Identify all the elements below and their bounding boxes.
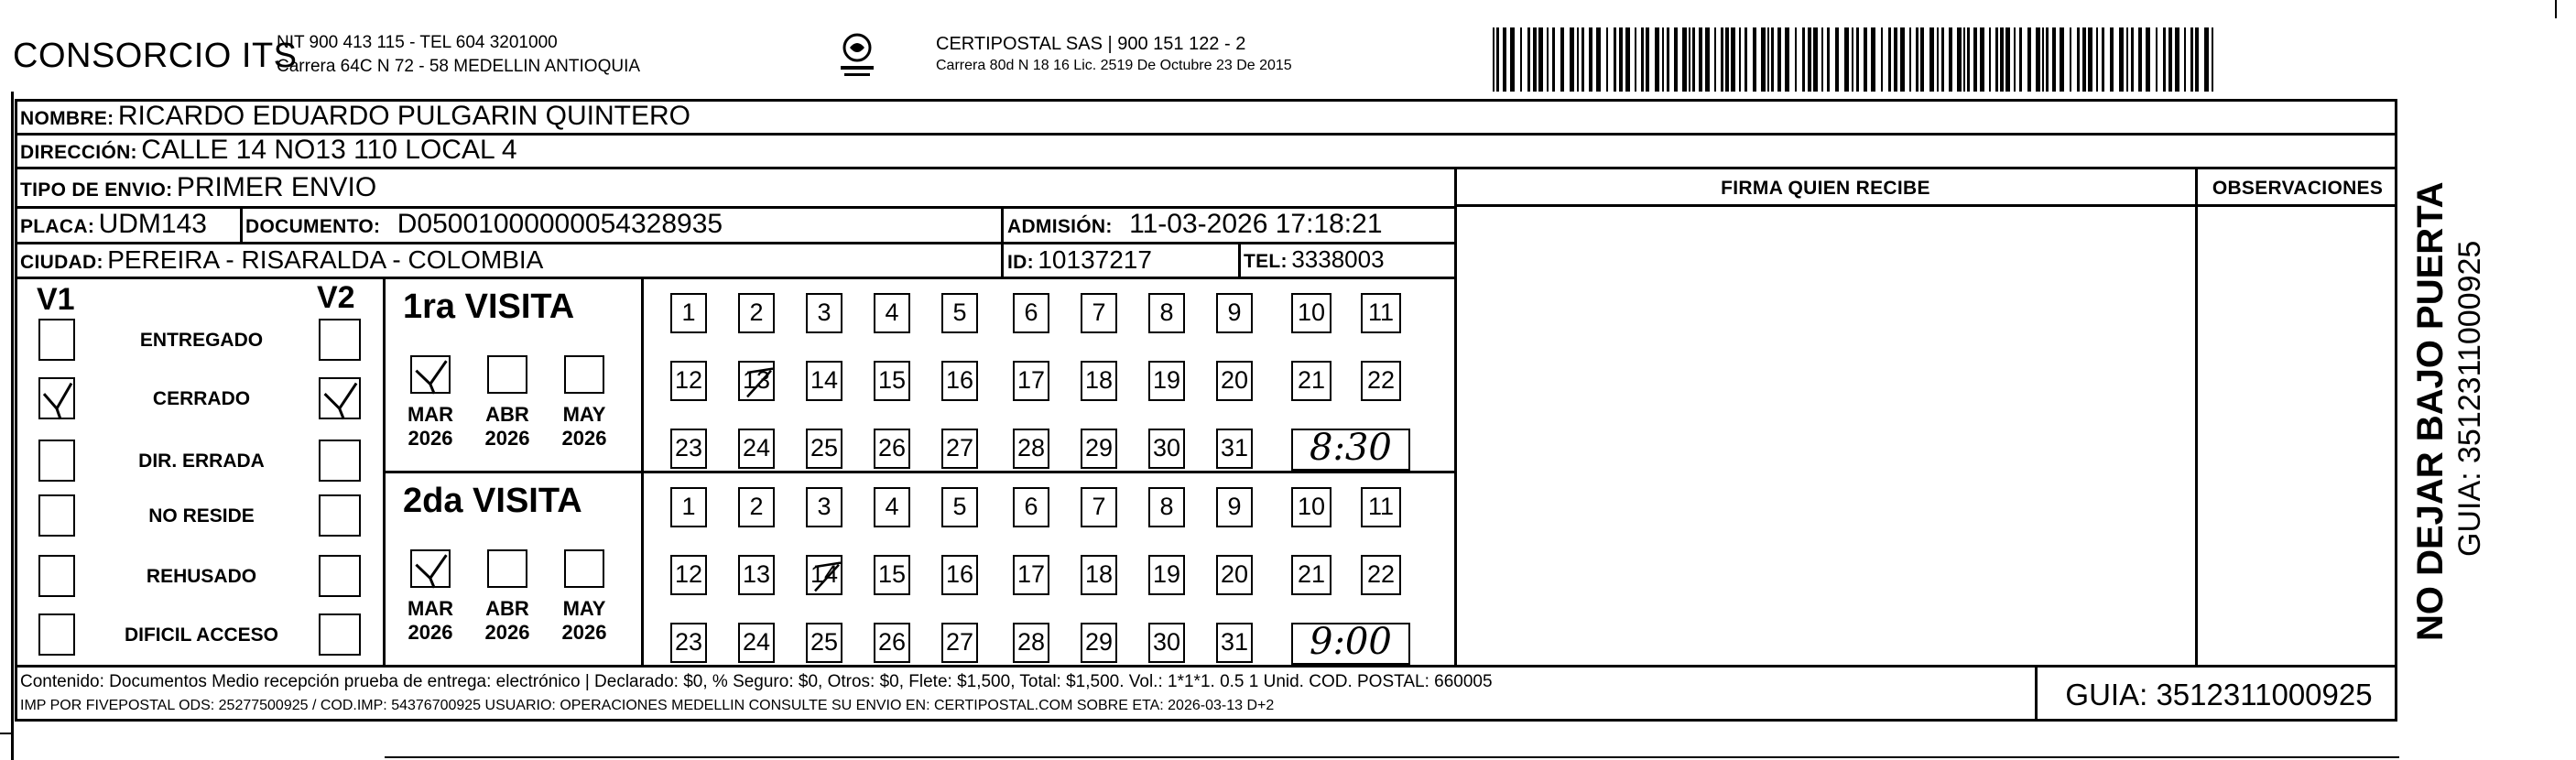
ciudad-field (20, 245, 543, 275)
day-number: 1 (681, 299, 696, 326)
courier-name: CERTIPOSTAL SAS | 900 151 122 - 2 (936, 34, 1246, 54)
day-box[interactable] (738, 361, 775, 401)
direccion-row (20, 135, 517, 166)
day-box[interactable] (941, 429, 978, 469)
documento-value: D05001000000054328935 (397, 209, 723, 239)
day-box[interactable] (1081, 555, 1117, 595)
day-box[interactable] (670, 361, 707, 401)
day-box[interactable] (941, 293, 978, 333)
status-label: DIR. ERRADA (138, 451, 265, 472)
day-box[interactable] (670, 623, 707, 663)
day-number: 9 (1227, 493, 1242, 520)
v1-checkbox[interactable] (38, 494, 75, 537)
day-number: 11 (1367, 299, 1395, 326)
day-number: 15 (877, 560, 907, 588)
month-label (401, 403, 460, 451)
admision-label: ADMISIÓN: (1007, 216, 1113, 237)
day-box[interactable] (1081, 487, 1117, 527)
month-label (555, 403, 614, 451)
month-name: MAR (407, 597, 454, 620)
day-box[interactable] (874, 555, 910, 595)
day-box[interactable] (1216, 429, 1253, 469)
day-box[interactable] (1013, 361, 1049, 401)
day-box[interactable] (1291, 361, 1331, 401)
day-number: 8 (1159, 299, 1174, 326)
status-label: DIFICIL ACCESO (124, 624, 278, 646)
day-number: 4 (885, 299, 899, 326)
tel-field (1244, 245, 1385, 274)
v1-checkbox[interactable] (38, 555, 75, 597)
month-label (478, 403, 537, 451)
day-number: 27 (945, 628, 974, 656)
v1-checkbox[interactable] (38, 440, 75, 482)
day-number: 28 (1016, 628, 1046, 656)
day-number: 10 (1297, 493, 1326, 520)
day-box[interactable] (806, 361, 842, 401)
side-warning: NO DEJAR BAJO PUERTA (2410, 181, 2451, 641)
day-box[interactable] (670, 293, 707, 333)
month-year: 2026 (484, 621, 530, 644)
day-number: 16 (945, 560, 974, 588)
day-number: 26 (877, 628, 907, 656)
day-number: 4 (885, 493, 899, 520)
id-value: 10137217 (1038, 245, 1152, 274)
v2-checkbox[interactable] (319, 377, 361, 419)
day-number: 22 (1366, 366, 1396, 394)
visit-time-box[interactable] (1291, 429, 1410, 471)
day-box[interactable] (1361, 293, 1401, 333)
day-box[interactable] (1216, 487, 1253, 527)
day-number: 20 (1220, 366, 1249, 394)
day-number: 2 (749, 299, 764, 326)
nombre-label: NOMBRE: (20, 108, 114, 129)
day-number: 19 (1152, 560, 1181, 588)
month-checkbox[interactable] (410, 549, 451, 588)
status-label: NO RESIDE (148, 505, 255, 527)
month-year: 2026 (561, 621, 607, 644)
day-number: 17 (1016, 366, 1046, 394)
direccion-value: CALLE 14 NO13 110 LOCAL 4 (141, 135, 517, 165)
month-checkbox[interactable] (487, 549, 527, 588)
day-box[interactable] (1148, 293, 1185, 333)
v2-checkbox[interactable] (319, 613, 361, 656)
day-box[interactable] (1148, 487, 1185, 527)
ciudad-value: PEREIRA - RISARALDA - COLOMBIA (107, 245, 544, 274)
visit-time-box[interactable] (1291, 623, 1410, 665)
day-number: 29 (1084, 434, 1114, 461)
observations-area[interactable] (2199, 207, 2396, 663)
day-box[interactable] (1013, 487, 1049, 527)
firma-header: FIRMA QUIEN RECIBE (1721, 178, 1930, 199)
day-box[interactable] (738, 623, 775, 663)
day-number: 7 (1092, 299, 1106, 326)
day-box[interactable] (1013, 555, 1049, 595)
day-box[interactable] (874, 623, 910, 663)
id-label: ID: (1007, 252, 1034, 273)
day-number: 3 (817, 299, 831, 326)
tipo-row (20, 172, 376, 203)
placa-label: PLACA: (20, 216, 95, 237)
day-number: 19 (1152, 366, 1181, 394)
company-details (277, 31, 640, 79)
day-box[interactable] (874, 429, 910, 469)
day-box[interactable] (1013, 623, 1049, 663)
courier-logo-icon (831, 31, 883, 86)
admision-value: 11-03-2026 17:18:21 (1129, 209, 1383, 239)
month-checkbox[interactable] (564, 355, 604, 394)
day-number: 16 (945, 366, 974, 394)
nombre-row (20, 101, 690, 132)
v2-checkbox[interactable] (319, 555, 361, 597)
day-box[interactable] (738, 429, 775, 469)
day-box[interactable] (1081, 293, 1117, 333)
day-number: 13 (742, 366, 771, 394)
day-box[interactable] (1148, 429, 1185, 469)
day-box[interactable] (941, 623, 978, 663)
courier-address: Carrera 80d N 18 16 Lic. 2519 De Octubre 23 De 2015 (936, 58, 1292, 73)
day-number: 7 (1092, 493, 1106, 520)
tipo-label: TIPO DE ENVIO: (20, 179, 173, 201)
day-box[interactable] (941, 555, 978, 595)
day-number: 28 (1016, 434, 1046, 461)
day-number: 1 (681, 493, 696, 520)
day-number: 24 (742, 628, 771, 656)
day-box[interactable] (1291, 293, 1331, 333)
visit-title: 1ra VISITA (403, 288, 575, 326)
day-number: 12 (674, 560, 703, 588)
v2-checkbox[interactable] (319, 440, 361, 482)
check-mark-icon (321, 379, 363, 421)
v1-checkbox[interactable] (38, 377, 75, 419)
day-number: 30 (1152, 628, 1181, 656)
day-box[interactable] (1361, 361, 1401, 401)
day-box[interactable] (941, 361, 978, 401)
day-number: 23 (674, 628, 703, 656)
status-label: ENTREGADO (139, 330, 264, 351)
day-number: 25 (810, 434, 839, 461)
observaciones-header: OBSERVACIONES (2212, 178, 2384, 199)
company-name: CONSORCIO ITS (13, 37, 298, 75)
day-number: 2 (749, 493, 764, 520)
barcode (1493, 27, 2225, 92)
day-number: 18 (1084, 560, 1114, 588)
day-mark-icon (808, 557, 844, 597)
day-box[interactable] (806, 429, 842, 469)
day-number: 29 (1084, 628, 1114, 656)
day-number: 10 (1297, 299, 1326, 326)
day-box[interactable] (670, 429, 707, 469)
month-checkbox[interactable] (564, 549, 604, 588)
day-number: 24 (742, 434, 771, 461)
status-label: REHUSADO (146, 566, 257, 587)
month-year: 2026 (408, 621, 453, 644)
v1-checkbox[interactable] (38, 613, 75, 656)
courier-logo (831, 31, 883, 86)
month-name: MAR (407, 403, 454, 426)
status-label: CERRADO (152, 388, 251, 409)
day-box[interactable] (1291, 487, 1331, 527)
day-number: 31 (1220, 628, 1249, 656)
month-year: 2026 (408, 427, 453, 450)
month-name: MAY (562, 403, 606, 426)
day-box[interactable] (670, 487, 707, 527)
day-number: 17 (1016, 560, 1046, 588)
day-number: 14 (810, 560, 839, 588)
footer-print-info: IMP POR FIVEPOSTAL ODS: 25277500925 / COD.IMP: 54376700925 USUARIO: OPERACIONES MEDELLIN CONSULTE SU ENVIO EN: CERTIPOSTAL.COM SOBRE ETA: 2026-03-13 D+2 (20, 698, 1275, 713)
day-number: 22 (1366, 560, 1396, 588)
month-year: 2026 (561, 427, 607, 450)
month-label (555, 597, 614, 645)
day-box[interactable] (874, 293, 910, 333)
tel-label: TEL: (1244, 251, 1288, 272)
day-box[interactable] (1361, 555, 1401, 595)
day-number: 15 (877, 366, 907, 394)
admision-field (1007, 209, 1383, 240)
signature-area[interactable] (1458, 207, 2193, 663)
footer-content: Contenido: Documentos Medio recepción prueba de entrega: electrónico | Declarado: $0, % Seguro: $0, Otros: $0, Flete: $1,500, Total: $1,500. Vol.: 1*1*1. 0.5 1 Unid. COD. POSTAL: 660005 (20, 672, 1493, 691)
day-number: 5 (952, 299, 967, 326)
v2-checkbox[interactable] (319, 319, 361, 361)
day-number: 26 (877, 434, 907, 461)
day-box[interactable] (1148, 623, 1185, 663)
month-checkbox[interactable] (410, 355, 451, 394)
month-year: 2026 (484, 427, 530, 450)
day-number: 21 (1297, 366, 1326, 394)
month-name: ABR (485, 597, 529, 620)
v2-header: V2 (317, 280, 355, 315)
footer-guia: GUIA: 3512311000925 (2065, 678, 2373, 711)
visit-title: 2da VISITA (403, 482, 582, 520)
company-address: Carrera 64C N 72 - 58 MEDELLIN ANTIOQUIA (277, 57, 641, 76)
ciudad-label: CIUDAD: (20, 252, 103, 273)
month-label (478, 597, 537, 645)
day-box[interactable] (738, 555, 775, 595)
day-box[interactable] (1081, 429, 1117, 469)
check-mark-icon (412, 357, 452, 396)
day-number: 21 (1297, 560, 1326, 588)
day-box[interactable] (806, 293, 842, 333)
day-box[interactable] (1148, 555, 1185, 595)
day-number: 27 (945, 434, 974, 461)
documento-field (245, 209, 723, 240)
day-number: 8 (1159, 493, 1174, 520)
day-box[interactable] (874, 361, 910, 401)
day-box[interactable] (738, 293, 775, 333)
day-box[interactable] (1081, 361, 1117, 401)
day-box[interactable] (1013, 429, 1049, 469)
direccion-label: DIRECCIÓN: (20, 142, 137, 163)
day-box[interactable] (1081, 623, 1117, 663)
side-guia: GUIA: 3512311000925 (2452, 240, 2487, 557)
day-box[interactable] (1216, 555, 1253, 595)
day-box[interactable] (1361, 487, 1401, 527)
day-mark-icon (740, 363, 777, 403)
day-box[interactable] (941, 487, 978, 527)
visit-time: 8:30 (1310, 427, 1392, 469)
day-number: 14 (810, 366, 839, 394)
tel-value: 3338003 (1291, 245, 1385, 273)
documento-label: DOCUMENTO: (245, 216, 381, 237)
day-number: 5 (952, 493, 967, 520)
v1-checkbox[interactable] (38, 319, 75, 361)
day-number: 9 (1227, 299, 1242, 326)
day-number: 13 (742, 560, 771, 588)
company-nit: NIT 900 413 115 - TEL 604 3201000 (277, 33, 558, 52)
placa-value: UDM143 (98, 209, 207, 239)
day-box[interactable] (806, 623, 842, 663)
day-box[interactable] (806, 487, 842, 527)
placa-field (20, 209, 207, 240)
tipo-value: PRIMER ENVIO (176, 172, 377, 202)
day-number: 12 (674, 366, 703, 394)
day-box[interactable] (1148, 361, 1185, 401)
day-number: 31 (1220, 434, 1249, 461)
day-box[interactable] (1291, 555, 1331, 595)
month-name: MAY (562, 597, 606, 620)
courier-details (936, 33, 1292, 77)
day-number: 20 (1220, 560, 1249, 588)
day-number: 6 (1024, 299, 1038, 326)
check-mark-icon (412, 551, 452, 590)
month-label (401, 597, 460, 645)
visit-time: 9:00 (1310, 621, 1392, 663)
nombre-value: RICARDO EDUARDO PULGARIN QUINTERO (117, 101, 690, 131)
day-number: 18 (1084, 366, 1114, 394)
day-number: 25 (810, 628, 839, 656)
day-number: 6 (1024, 493, 1038, 520)
v1-header: V1 (37, 282, 75, 317)
id-field (1007, 245, 1152, 275)
day-box[interactable] (1216, 293, 1253, 333)
day-box[interactable] (806, 555, 842, 595)
day-box[interactable] (1013, 293, 1049, 333)
month-checkbox[interactable] (487, 355, 527, 394)
day-number: 30 (1152, 434, 1181, 461)
day-number: 23 (674, 434, 703, 461)
check-mark-icon (40, 379, 77, 421)
v2-checkbox[interactable] (319, 494, 361, 537)
month-name: ABR (485, 403, 529, 426)
day-number: 11 (1367, 493, 1395, 520)
day-box[interactable] (1216, 623, 1253, 663)
day-box[interactable] (670, 555, 707, 595)
day-box[interactable] (1216, 361, 1253, 401)
day-number: 3 (817, 493, 831, 520)
day-box[interactable] (738, 487, 775, 527)
day-box[interactable] (874, 487, 910, 527)
